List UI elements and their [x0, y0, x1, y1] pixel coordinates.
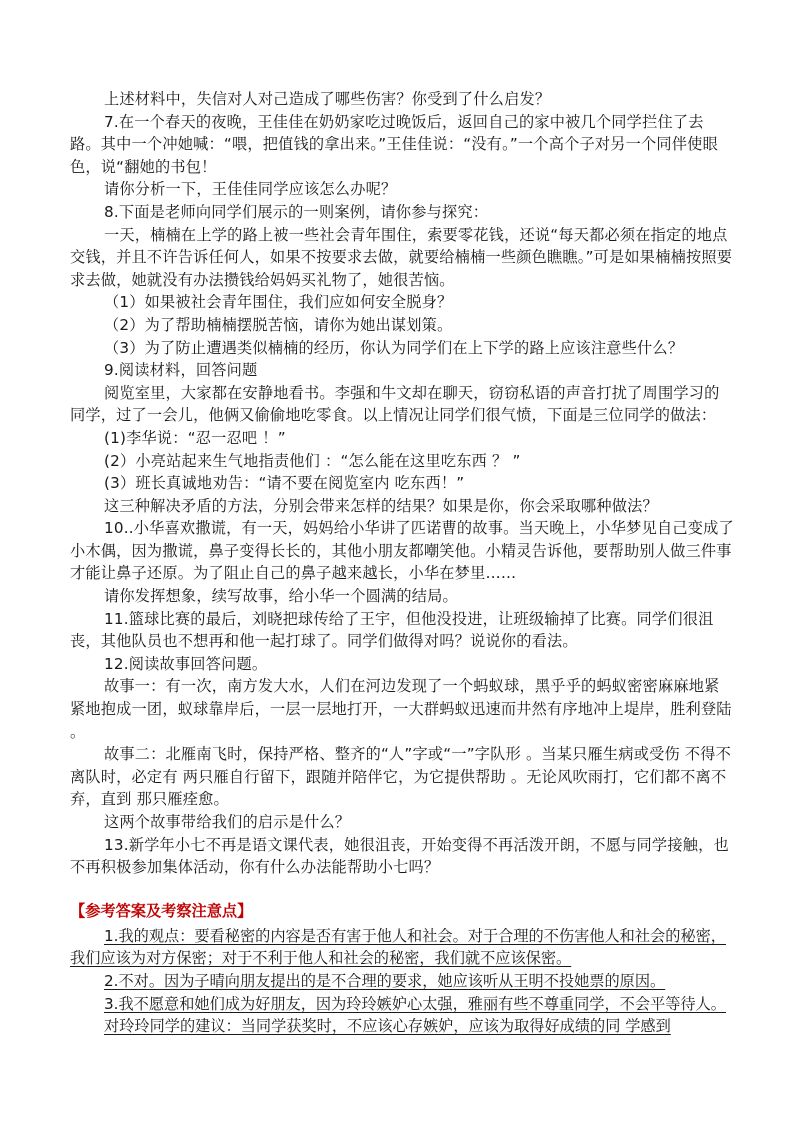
question-paragraph: （3）为了防止遭遇类似楠楠的经历，你认为同学们在上下学的路上应该注意些什么？: [104, 338, 684, 357]
question-paragraph: 一天，楠楠在上学的路上被一些社会青年围住，索要零花钱，还说“每天都必须在指定的地点交钱，并且不许告诉任何人，如果不按要求去做，就要给楠楠一些颜色瞧瞧。”可是如果楠楠按照要求去做，她就没有办法攒钱给妈妈买礼物了，她很苦恼。: [70, 225, 733, 289]
document-body: [70, 88, 737, 1038]
answer-heading: 【参考答案及考察注意点】: [70, 901, 253, 920]
question-paragraph: （2）为了帮助楠楠摆脱苦恼，请你为她出谋划策。: [104, 315, 453, 334]
question-paragraph: 请你发挥想象，续写故事，给小华一个圆满的结局。: [104, 587, 458, 606]
question-paragraph: 故事一：有一次，南方发大水，人们在河边发现了一个蚂蚁球，黑乎乎的蚂蚁密密麻麻地紧紧地抱成一团，蚁球靠岸后，一层一层地打开，一大群蚂蚁迅速而井然有序地冲上堤岸，胜利登陆 。: [70, 677, 737, 741]
question-paragraph: 10..小华喜欢撒谎，有一天，妈妈给小华讲了匹诺曹的故事。当天晚上，小华梦见自己变成了小木偶，因为撒谎，鼻子变得长长的，其他小朋友都嘲笑他。小精灵告诉他，要帮助别人做三件事才能让鼻子还原。为了阻止自己的鼻子越来越长，小华在梦里……: [70, 519, 734, 583]
question-paragraph: 故事二：北雁南飞时，保持严格、整齐的“人”字或“一”字队形 。当某只雁生病或受伤 不得不离队时，必定有 两只雁自行留下，跟随并陪伴它，为它提供帮助 。无论风吹雨打，它们都不离不弃，直到 那只雁痊愈。: [70, 745, 732, 809]
answer-section: [70, 899, 734, 1038]
question-list: [70, 88, 737, 879]
question-paragraph: (2）小亮站起来生气地指责他们 ：“怎么能在这里吃东西 ？ ”: [104, 451, 521, 470]
question-paragraph: 这三种解决矛盾的方法，分别会带来怎样的结果？如果是你，你会采取哪种做法？: [104, 496, 658, 515]
answer-paragraph: 1.我的观点：要看秘密的内容是否有害于他人和社会。对于合理的不伤害他人和社会的秘密，我们应该为对方保密；对于不利于他人和社会的秘密，我们就不应该保密。: [70, 926, 726, 968]
question-paragraph: 8.下面是老师向同学们展示的一则案例，请你参与探究：: [104, 202, 489, 221]
question-paragraph: （1）如果被社会青年围住，我们应如何安全脱身？: [104, 293, 453, 312]
question-paragraph: 这两个故事带给我们的启示是什么？: [104, 813, 351, 831]
question-paragraph: 上述材料中，失信对人对己造成了哪些伤害？你受到了什么启发？: [104, 90, 551, 108]
question-paragraph: 11.篮球比赛的最后，刘晓把球传给了王宇，但他没投进，让班级输掉了比赛。同学们很沮丧，其他队员也不想再和他一起打球了。同学们做得对吗？说说你的看法。: [70, 609, 714, 651]
question-paragraph: 请你分析一下，王佳佳同学应该怎么办呢？: [104, 180, 397, 199]
answer-paragraph: 2.不对。因为子晴向朋友提出的是不合理的要求，她应该听从王明不投她票的原因。: [104, 971, 666, 990]
question-paragraph: 7.在一个春天的夜晚，王佳佳在奶奶家吃过晚饭后，返回自己的家中被几个同学拦住了去路。其中一个冲她喊：“喂，把值钱的拿出来。”王佳佳说：“没有。”一个高个子对另一个同伴使眼色，说“翻她的书包！: [70, 112, 718, 176]
question-paragraph: 12.阅读故事回答问题。: [104, 654, 268, 673]
answer-paragraph: 3.我不愿意和她们成为好朋友，因为玲玲嫉妒心太强，雅丽有些不尊重同学，不会平等待人。: [104, 994, 726, 1013]
answer-paragraph: 对玲玲同学的建议：当同学获奖时，不应该心存嫉妒，应该为取得好成绩的同 学感到: [104, 1017, 671, 1036]
question-paragraph: (3）班长真诚地劝告：“请不要在阅览室内 吃东西！”: [104, 474, 465, 493]
question-paragraph: 9.阅读材料，回答问题: [104, 361, 258, 380]
question-paragraph: 13.新学年小七不再是语文课代表，她很沮丧，开始变得不再活泼开朗，不愿与同学接触，也不再积极参加集体活动，你有什么办法能帮助小七吗？: [70, 835, 729, 877]
question-paragraph: (1)李华说：“忍一忍吧 ！”: [104, 428, 286, 447]
answer-list: [70, 925, 734, 1038]
question-paragraph: 阅览室里，大家都在安静地看书。李强和牛文却在聊天，窃窃私语的声音打扰了周围学习的同学，过了一会儿，他俩又偷偷地吃零食。以上情况让同学们很气愤，下面是三位同学的做法：: [70, 383, 720, 425]
